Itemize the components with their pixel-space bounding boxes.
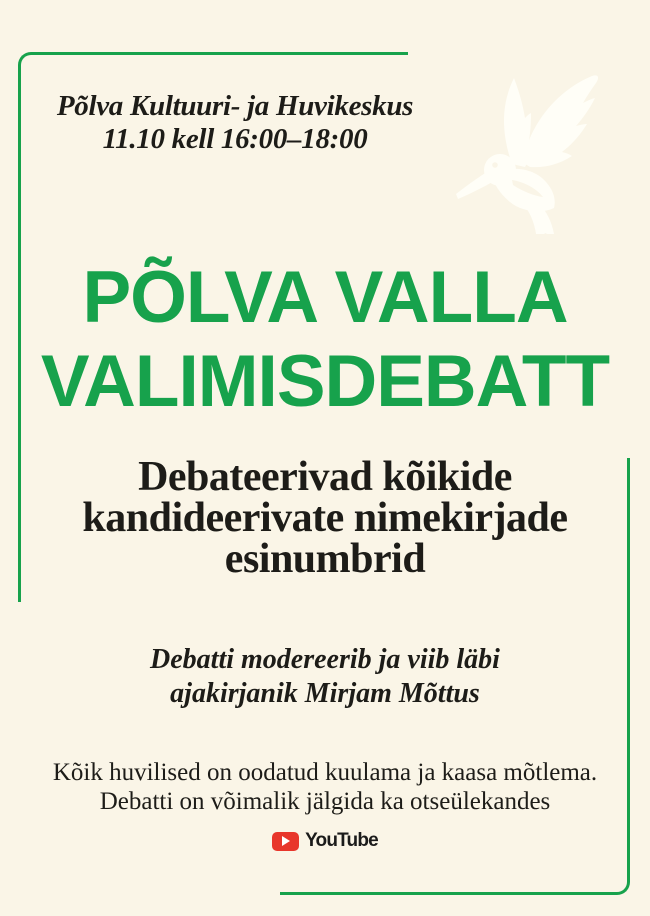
audience-line-1: Kõik huvilised on oodatud kuulama ja kaasa mõtlema.: [52, 759, 598, 786]
venue-line: Põlva Kultuuri- ja Huvikeskus: [56, 90, 414, 122]
page-title: [0, 256, 650, 424]
subtitle-line-3: esinumbrid: [224, 536, 426, 582]
moderator-note: [0, 643, 650, 711]
title-line-2: VALIMISDEBATT: [40, 341, 610, 422]
audience-line-2: Debatti on võimalik jälgida ka otseülekandes: [99, 788, 551, 815]
hummingbird-icon: [450, 64, 610, 234]
youtube-logo: [0, 830, 650, 852]
title-line-1: PÕLVA VALLA: [82, 257, 568, 338]
moderator-line-1: Debatti modereerib ja viib läbi: [150, 644, 500, 675]
subtitle-line-2: kandideerivate nimekirjade: [82, 495, 568, 541]
subtitle: [0, 454, 650, 582]
youtube-wordmark: YouTube: [305, 830, 378, 851]
subtitle-line-1: Debateerivad kõikide: [138, 454, 512, 500]
youtube-play-icon: [272, 832, 299, 851]
event-header: [18, 90, 452, 156]
audience-note: [0, 758, 650, 816]
datetime-line: 11.10 kell 16:00–18:00: [102, 123, 368, 155]
play-triangle-icon: [282, 836, 290, 846]
moderator-line-2: ajakirjanik Mirjam Mõttus: [170, 678, 480, 709]
